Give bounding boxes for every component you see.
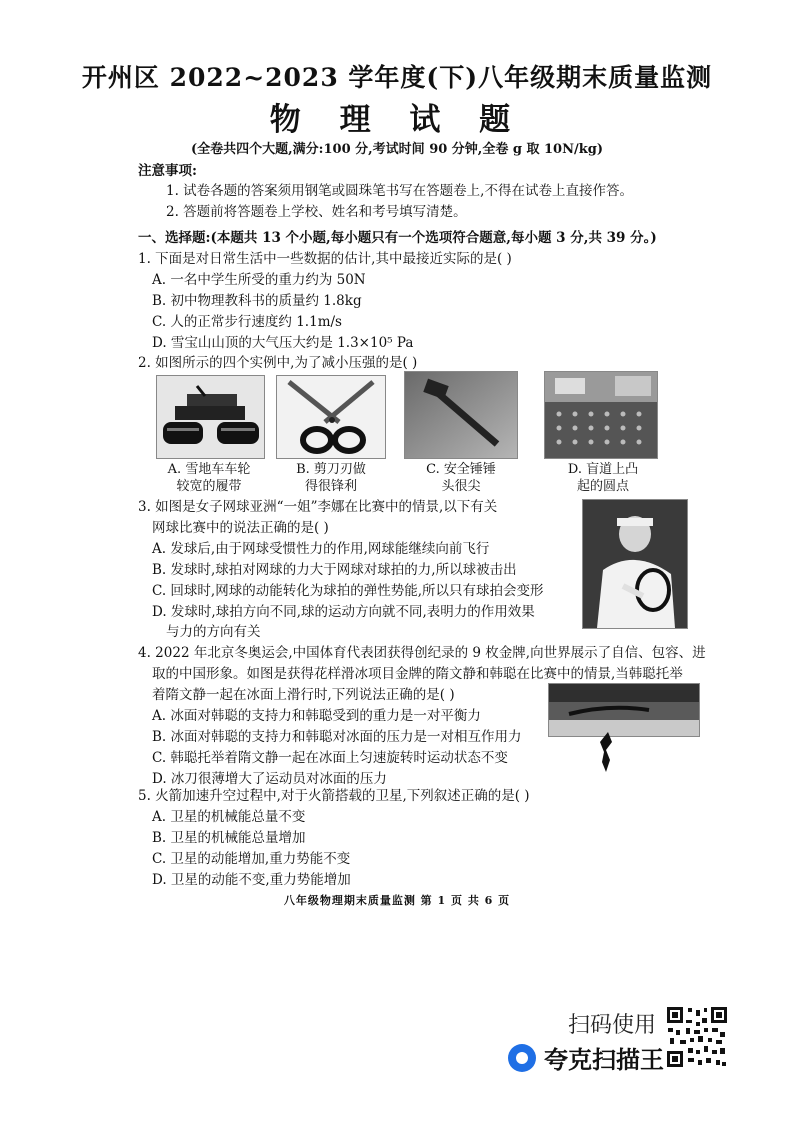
question-3-stem: 网球比赛中的说法正确的是( ) <box>152 520 329 536</box>
q5-option-b: B. 卫星的机械能总量增加 <box>152 830 306 846</box>
q3-option-d-cont: 与力的方向有关 <box>166 624 261 640</box>
note-item: 2. 答题前将答题卷上学校、姓名和考号填写清楚。 <box>166 204 467 220</box>
q2-caption-b <box>276 461 386 495</box>
figure-skating-photo <box>548 683 700 737</box>
q1-option-d: D. 雪宝山山顶的大气压大约是 1.3×10⁵ Pa <box>152 335 414 351</box>
question-3-stem: 3. 如图是女子网球亚洲“一姐”李娜在比赛中的情景,以下有关 <box>138 499 498 515</box>
q5-option-a: A. 卫星的机械能总量不变 <box>152 809 306 825</box>
tennis-player-photo <box>582 499 688 629</box>
safety-hammer-photo <box>404 371 518 459</box>
section-heading: 一、选择题:(本题共 13 个小题,每小题只有一个选项符合题意,每小题 3 分,共 39 分。) <box>138 230 657 246</box>
q3-option-b: B. 发球时,球拍对网球的力大于网球对球拍的力,所以球被击出 <box>152 562 517 578</box>
q4-option-d: D. 冰刀很薄增大了运动员对冰面的压力 <box>152 771 387 787</box>
q4-option-a: A. 冰面对韩聪的支持力和韩聪受到的重力是一对平衡力 <box>152 708 481 724</box>
snowmobile-photo <box>156 375 265 459</box>
q1-option-c: C. 人的正常步行速度约 1.1m/s <box>152 314 342 330</box>
caption-line: D. 盲道上凸 <box>567 462 639 477</box>
question-4-stem: 4. 2022 年北京冬奥运会,中国体育代表团获得创纪录的 9 枚金牌,向世界展示了自信、包容、进 <box>138 645 706 661</box>
skater-figure-shape <box>596 732 620 772</box>
page-footer: 八年级物理期末质量监测 第 1 页 共 6 页 <box>283 894 511 907</box>
scanner-brand <box>508 1040 664 1075</box>
question-2-stem: 2. 如图所示的四个实例中,为了减小压强的是( ) <box>138 355 418 371</box>
quark-logo-icon <box>508 1044 536 1072</box>
notes-heading: 注意事项: <box>138 163 197 179</box>
q3-option-d: D. 发球时,球拍方向不同,球的运动方向就不同,表明力的作用效果 <box>152 604 535 620</box>
scanner-brand-name: 夸克扫描王 <box>544 1046 664 1074</box>
q2-caption-d <box>548 461 658 495</box>
subject-title: 物 理 试 题 <box>269 102 525 138</box>
scissors-photo <box>276 375 386 459</box>
q4-option-c: C. 韩聪托举着隋文静一起在冰面上匀速旋转时运动状态不变 <box>152 750 508 766</box>
question-5-stem: 5. 火箭加速升空过程中,对于火箭搭载的卫星,下列叙述正确的是( ) <box>138 788 530 804</box>
q4-option-b: B. 冰面对韩聪的支持力和韩聪对冰面的压力是一对相互作用力 <box>152 729 522 745</box>
question-4-stem: 取的中国形象。如图是获得花样滑冰项目金牌的隋文静和韩聪在比赛中的情景,当韩聪托举 <box>152 666 683 682</box>
q1-option-a: A. 一名中学生所受的重力约为 50N <box>152 272 366 288</box>
scan-to-use-label: 扫码使用 <box>568 1013 657 1038</box>
caption-line: 起的圆点 <box>576 479 629 494</box>
q1-option-b: B. 初中物理教科书的质量约 1.8kg <box>152 293 362 309</box>
exam-info: (全卷共四个大题,满分:100 分,考试时间 90 分钟,全卷 g 取 10N/kg) <box>191 142 603 157</box>
q5-option-c: C. 卫星的动能增加,重力势能不变 <box>152 851 351 867</box>
q5-option-d: D. 卫星的动能不变,重力势能增加 <box>152 872 351 888</box>
note-item: 1. 试卷各题的答案须用钢笔或圆珠笔书写在答题卷上,不得在试卷上直接作答。 <box>166 183 633 199</box>
exam-title: 开州区 2022~2023 学年度(下)八年级期末质量监测 <box>81 63 713 92</box>
caption-line: B. 剪刀刃做 <box>296 462 366 477</box>
q2-caption-c <box>406 461 516 495</box>
tactile-paving-photo <box>544 371 658 459</box>
caption-line: C. 安全锤锤 <box>426 462 496 477</box>
caption-line: 较宽的履带 <box>176 479 242 494</box>
caption-line: 头很尖 <box>441 479 481 494</box>
question-1-stem: 1. 下面是对日常生活中一些数据的估计,其中最接近实际的是( ) <box>138 251 512 267</box>
qr-code-icon <box>666 1006 728 1068</box>
caption-line: A. 雪地车车轮 <box>167 462 251 477</box>
caption-line: 得很锋利 <box>304 479 357 494</box>
q2-caption-a <box>154 461 264 495</box>
q3-option-a: A. 发球后,由于网球受惯性力的作用,网球能继续向前飞行 <box>152 541 490 557</box>
q3-option-c: C. 回球时,网球的动能转化为球拍的弹性势能,所以只有球拍会变形 <box>152 583 544 599</box>
question-4-stem: 着隋文静一起在冰面上滑行时,下列说法正确的是( ) <box>152 687 455 703</box>
